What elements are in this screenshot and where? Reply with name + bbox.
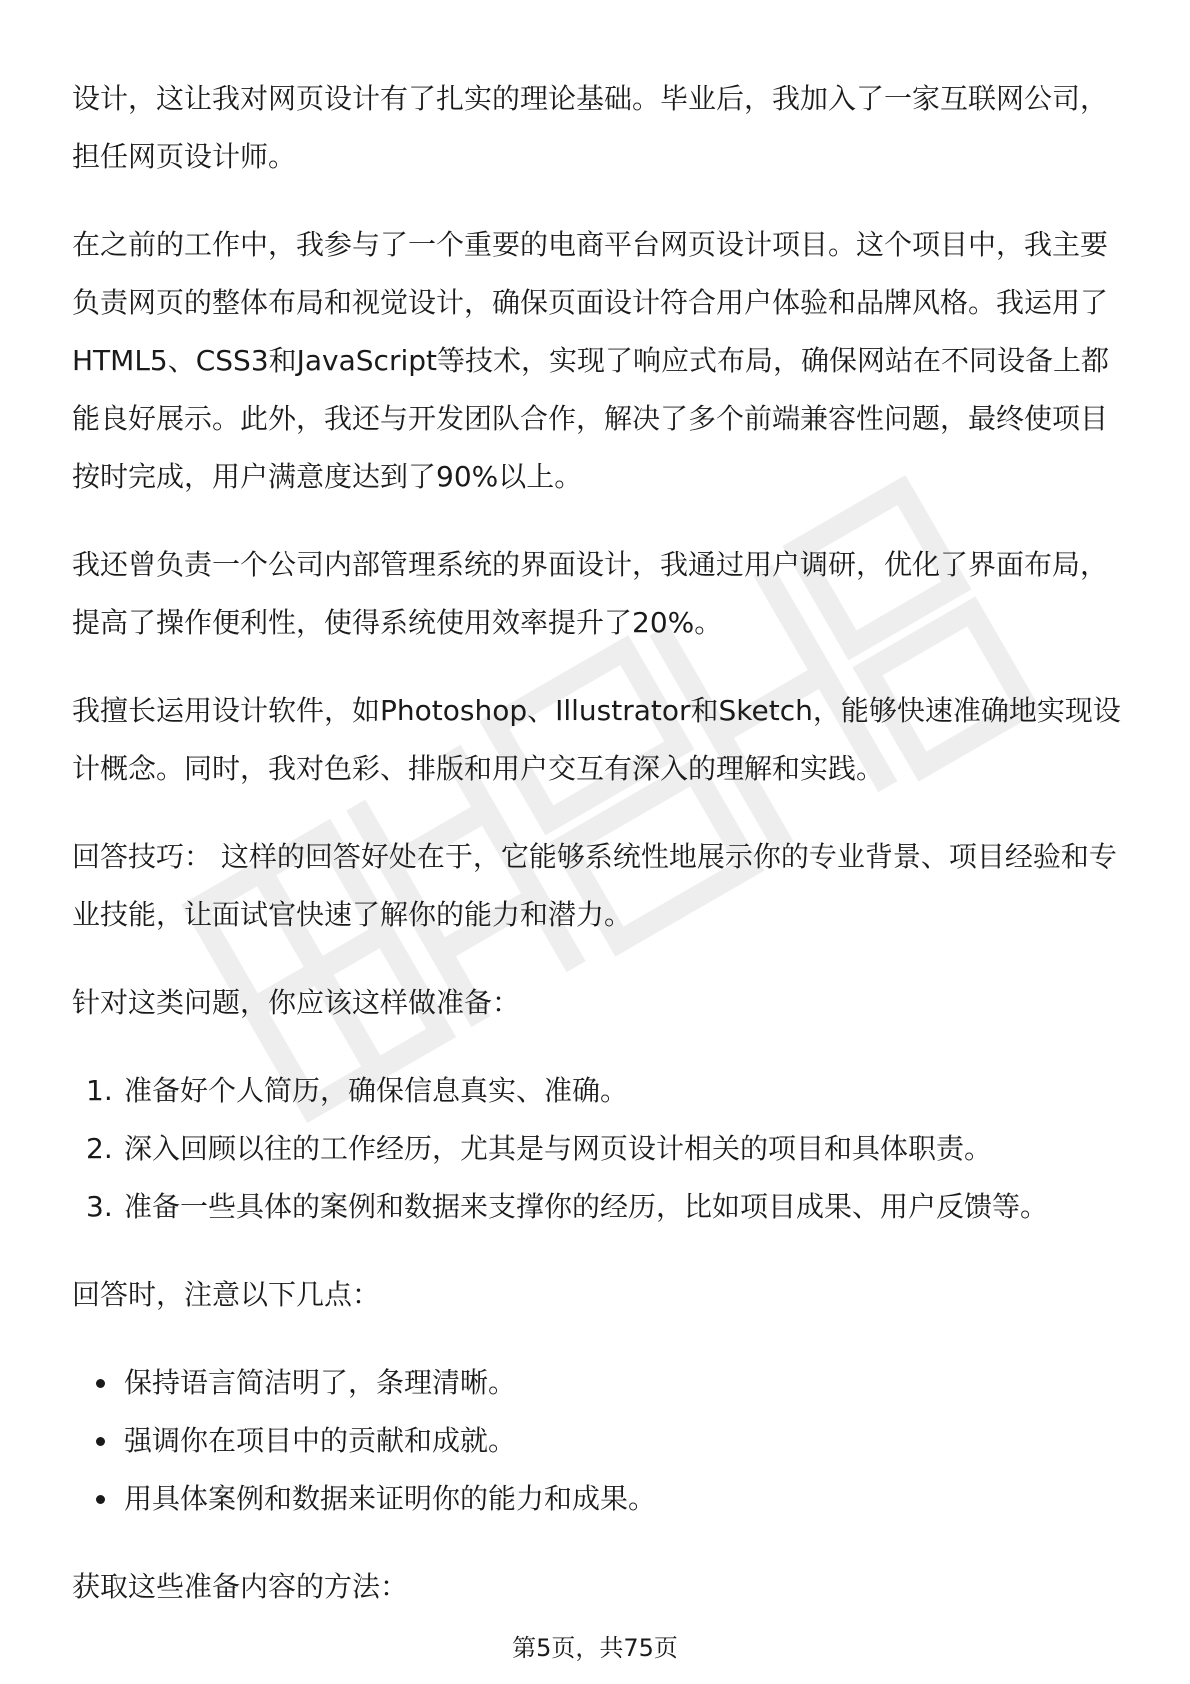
bullet-icon: [96, 1379, 105, 1388]
paragraph-design-software: 我擅长运用设计软件，如Photoshop、Illustrator和Sketch，能够快速准确地实现设计概念。同时，我对色彩、排版和用户交互有深入的理解和实践。: [72, 694, 1121, 785]
list-item: [72, 1470, 1132, 1528]
bullet-icon: [96, 1437, 105, 1446]
list-item-text: 用具体案例和数据来证明你的能力和成果。: [124, 1482, 657, 1515]
list-item-text: 深入回顾以往的工作经历，尤其是与网页设计相关的项目和具体职责。: [124, 1132, 993, 1165]
document-body: [72, 70, 1132, 1646]
prep-intro: 针对这类问题，你应该这样做准备：: [72, 986, 521, 1019]
bullet-icon: [96, 1495, 105, 1504]
paragraph-education: 设计，这让我对网页设计有了扎实的理论基础。毕业后，我加入了一家互联网公司，担任网页设计师。: [72, 82, 1109, 173]
list-item-text: 准备好个人简历，确保信息真实、准确。: [124, 1074, 629, 1107]
page-footer: 第5页，共75页: [512, 1634, 678, 1662]
tips-list: [72, 1354, 1132, 1528]
list-item: [72, 1062, 1132, 1120]
list-item: [72, 1412, 1132, 1470]
list-number: 1.: [86, 1074, 113, 1107]
list-number: 3.: [86, 1190, 113, 1223]
tips-intro: 回答时，注意以下几点：: [72, 1278, 381, 1311]
prep-steps-list: [72, 1062, 1132, 1236]
list-item: [72, 1178, 1132, 1236]
paragraph-internal-system: 我还曾负责一个公司内部管理系统的界面设计，我通过用户调研，优化了界面布局，提高了操作便利性，使得系统使用效率提升了20%。: [72, 548, 1109, 639]
method-intro: 获取这些准备内容的方法：: [72, 1570, 409, 1603]
list-number: 2.: [86, 1132, 113, 1165]
list-item: [72, 1120, 1132, 1178]
list-item-text: 强调你在项目中的贡献和成就。: [124, 1424, 517, 1457]
paragraph-answer-tips: 回答技巧： 这样的回答好处在于，它能够系统性地展示你的专业背景、项目经验和专业技能，让面试官快速了解你的能力和潜力。: [72, 840, 1117, 931]
paragraph-ecommerce-project: 在之前的工作中，我参与了一个重要的电商平台网页设计项目。这个项目中，我主要负责网页的整体布局和视觉设计，确保页面设计符合用户体验和品牌风格。我运用了HTML5、CSS3和JavaScript等技术，实现了响应式布局，确保网站在不同设备上都能良好展示。此外，我还与开发团队合作，解决了多个前端兼容性问题，最终使项目按时完成，用户满意度达到了90%以上。: [72, 228, 1110, 493]
list-item-text: 准备一些具体的案例和数据来支撑你的经历，比如项目成果、用户反馈等。: [124, 1190, 1049, 1223]
list-item: [72, 1354, 1132, 1412]
list-item-text: 保持语言简洁明了，条理清晰。: [124, 1366, 517, 1399]
